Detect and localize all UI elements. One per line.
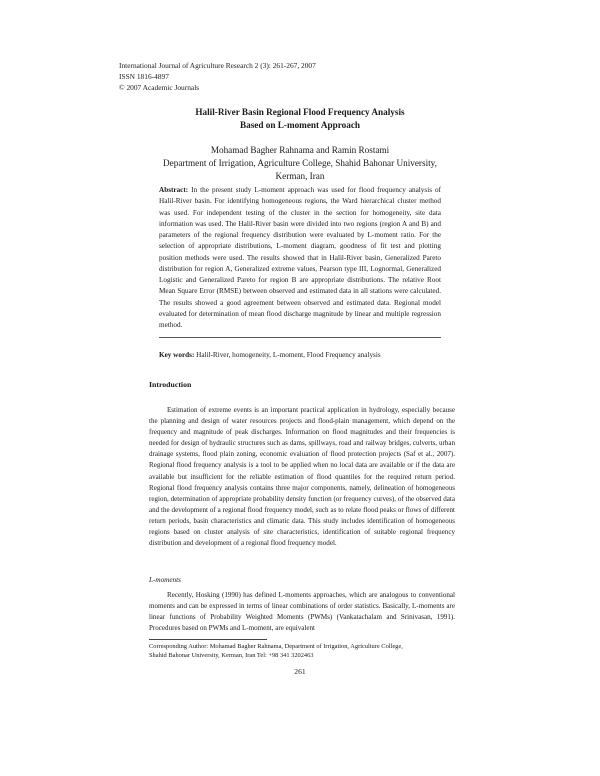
author-names: Mohamad Bagher Rahnama and Ramin Rostami <box>210 145 390 155</box>
keywords <box>159 350 449 360</box>
abstract-text: In the present study L-moment approach was used for flood frequency analysis of Halil-River basin. For identifying homogeneous regions, the Ward hierarchical cluster method was used. For independent testing of the cluster in the section for homogeneity, site data information was used. The Halil-River basin were divided into two regions (region A and B) and parameters of the regional frequency distribution were evaluated by L-moment ratio. For the selection of appropriate distributions, L-moment diagram, goodness of fit test and plotting position methods were used. The results showed that in Halil-River basin, Generalized Pareto distribution for region A, Generalized extreme values, Pearson type III, Lognormal, Generalized Logistic and Generalized Pareto for region B are appropriate distributions. The relative Root Mean Square Error (RMSE) between observed and estimated data in all stations were calculated. The results showed a good agreement between observed and estimated data. Regional model evaluated for determination of mean flood discharge magnitude by linear and multiple regression method. <box>159 186 442 329</box>
keywords-text: Halil-River, homogeneity, L-moment, Flood Frequency analysis <box>196 351 381 359</box>
corresponding-author-footnote <box>149 642 455 660</box>
footnote-line-2: Shahid Bahonar University, Kerman, Iran Tel: +98 341 3202463 <box>149 652 314 659</box>
page-number: 261 <box>294 667 306 676</box>
title-line-1: Halil-River Basin Regional Flood Frequency Analysis <box>195 107 405 117</box>
journal-citation: International Journal of Agriculture Research 2 (3): 261-267, 2007 <box>119 61 316 70</box>
footnote-divider <box>149 639 267 640</box>
introduction-paragraph: Estimation of extreme events is an important practical application in hydrology, especially because the planning and design of water resources projects and flood-plain management, which depend on the frequency and magnitude of peak discharges. Information on flood magnitudes and their frequencies is needed for design of hydraulic structures such as dams, spillways, road and railway bridges, culverts, urban drainage systems, flood plain zoning, economic evaluation of flood protection projects (Saf et al., 2007). Regional flood frequency analysis is a tool to be applied when no local data are available or if the data are available but insufficient for the reliable estimation of flood quantiles for the required return period. Regional flood frequency analysis contains three major components, namely, delineation of homogeneous region, determination of appropriate probability density function (or frequency curves), of the observed data and the development of a regional flood frequency model, such as to relate flood peaks or flows of different return periods, basin characteristics and climatic data. This study includes identification of homogeneous regions based on cluster analysis of site characteristics, identification of suitable regional frequency distribution and development of a regional flood frequency model. <box>149 406 455 548</box>
lmoments-heading: L-moments <box>149 576 181 584</box>
keywords-label: Key words: <box>159 351 195 359</box>
paper-title <box>0 106 600 132</box>
author-block <box>0 144 600 183</box>
journal-header <box>119 60 419 93</box>
abstract <box>159 185 441 338</box>
footnote-line-1: Corresponding Author: Mohamad Bagher Rahnama, Department of Irrigation, Agriculture College, <box>149 643 403 650</box>
journal-issn: ISSN 1816-4897 <box>119 72 169 81</box>
abstract-label: Abstract: <box>159 186 189 194</box>
introduction-heading: Introduction <box>149 380 192 389</box>
affiliation-line-2: Kerman, Iran <box>275 171 325 181</box>
affiliation-line-1: Department of Irrigation, Agriculture College, Shahid Bahonar University, <box>163 158 437 168</box>
title-line-2: Based on L-moment Approach <box>239 120 361 130</box>
lmoments-paragraph: Recently, Hosking (1990) has defined L-moments approaches, which are analogous to conventional moments and can be expressed in terms of linear combinations of order statistics. Basically, L-moments are linear functions of Probability Weighted Moments (PWMs) (Vankatachalam and Srinivasan, 1991). Procedures based on PWMs and L-moment, are equivalent <box>149 591 455 633</box>
journal-copyright: © 2007 Academic Journals <box>119 83 200 92</box>
